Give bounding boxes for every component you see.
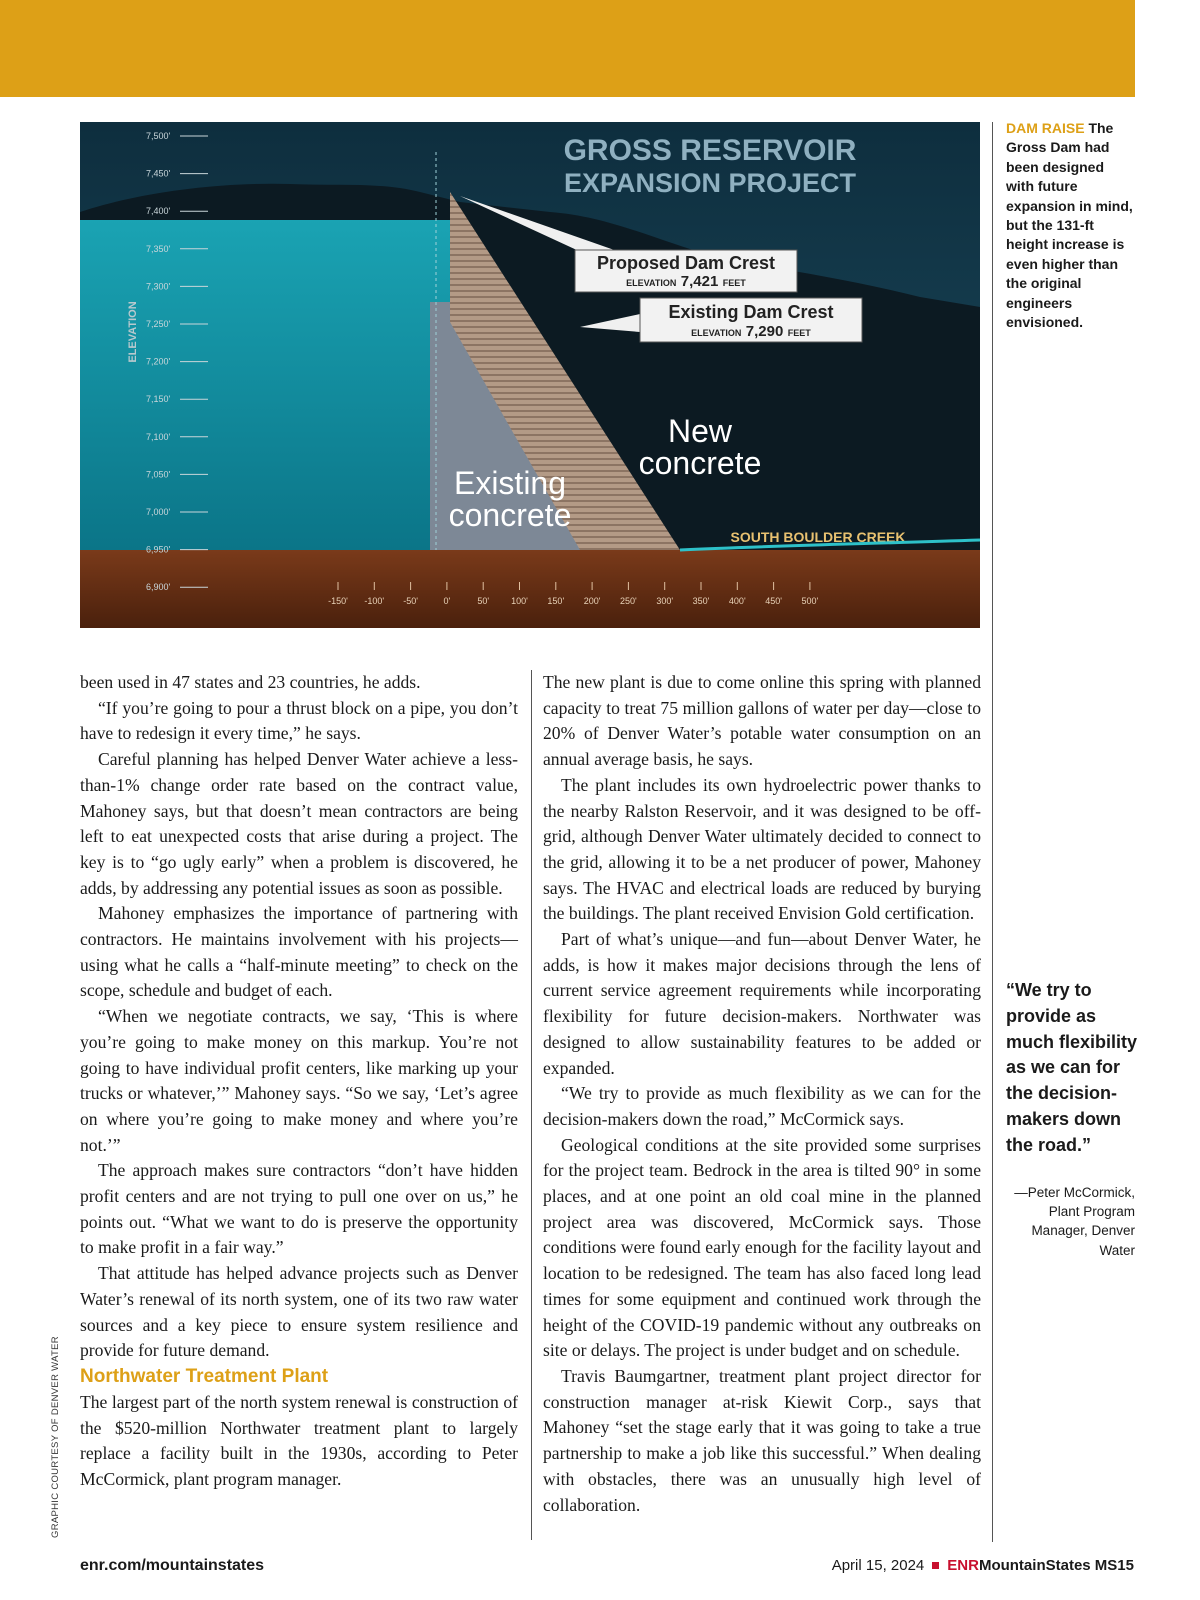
- x-tick-label: 100': [511, 596, 528, 606]
- x-tick-label: 400': [728, 596, 746, 606]
- existing-concrete-label-2: concrete: [448, 497, 572, 533]
- caption-text: The Gross Dam had been designed with future expansion in mind, but the 131-ft height increase is even higher than the original engineers envisioned.: [1006, 120, 1133, 331]
- existing-concrete-label-1: Existing: [453, 465, 567, 501]
- ground: [80, 550, 980, 628]
- body-paragraph: Geological conditions at the site provided some surprises for the project team. Bedrock in the area is tilted 90° in some places, and at one point an old coal mine in the planned project area was discovered, McCormick says. Those conditions were found early enough for the facility layout and location to be redesigned. The team has also faced long lead times for some equipment and continued work through the height of the COVID-19 pandemic without any outbreaks on site or delays. The project is under budget and on schedule.: [543, 1134, 981, 1361]
- y-tick-label: 7,050': [146, 469, 171, 480]
- section-subhead: Northwater Treatment Plant: [80, 1365, 329, 1387]
- body-paragraph: been used in 47 states and 23 countries, he adds.: [80, 672, 421, 692]
- body-paragraph: “We try to provide as much flexibility as we can for the decision-makers down the road,” McCormick says.: [543, 1083, 981, 1129]
- body-paragraph: Travis Baumgartner, treatment plant project director for construction manager at-risk Kiewit Corp., says that Mahoney “set the stage early that it was going to take a true partnership to make a job like this successful.” When dealing with obstacles, there was an unusually high level of collaboration.: [543, 1365, 981, 1515]
- body-paragraph: Mahoney emphasizes the importance of partnering with contractors. He maintains involvement with his projects—using what he calls a “half-minute meeting” to check on the scope, schedule and budget of each.: [80, 903, 518, 1001]
- body-paragraph: The approach makes sure contractors “don’t have hidden profit centers and are not trying to pull one over on us,” he points out. “What we want to do is preserve the opportunity to make profit in a fair way.”: [80, 1160, 518, 1258]
- body-paragraph: “If you’re going to pour a thrust block on a pipe, you don’t have to redesign it every time,” he says.: [80, 697, 518, 744]
- body-paragraph: The new plant is due to come online this spring with planned capacity to treat 75 million gallons of water per day—close to 20% of Denver Water’s potable water consumption on an annual average basis, he says.: [543, 672, 981, 770]
- y-tick-label: 7,150': [146, 394, 171, 405]
- pull-quote-attribution: —Peter McCormick, Plant Program Manager, Denver Water: [1014, 1185, 1135, 1258]
- proposed-crest-elevation: ELEVATION 7,421 FEET: [626, 273, 746, 290]
- elevation-axis-label: ELEVATION: [127, 301, 139, 363]
- caption-kicker: DAM RAISE: [1006, 120, 1085, 136]
- footer-enr: ENR: [947, 1557, 979, 1574]
- body-paragraph: That attitude has helped advance projects such as Denver Water’s renewal of its north system, one of its two raw water sources and a key piece to ensure system resilience and provide for future demand.: [80, 1263, 518, 1361]
- graphic-title-line2: EXPANSION PROJECT: [563, 168, 857, 198]
- footer-date: April 15, 2024: [831, 1557, 925, 1574]
- article-column-1: [80, 670, 518, 1493]
- x-tick-label: -50': [403, 596, 418, 606]
- y-tick-label: 7,450': [146, 168, 171, 179]
- x-tick-label: 300': [656, 596, 674, 606]
- reservoir-water: [80, 220, 452, 550]
- new-concrete-label-1: New: [667, 413, 733, 449]
- y-tick-label: 6,900': [146, 582, 171, 593]
- column-divider: [531, 670, 532, 1540]
- pull-quote: “We try to provide as much flexibility as we can for the decision-makers down the road.”: [1006, 980, 1138, 1155]
- x-tick-label: 450': [765, 596, 782, 606]
- y-tick-label: 7,200': [146, 356, 171, 367]
- graphic-caption: [1006, 119, 1134, 332]
- top-color-band: [0, 0, 1135, 97]
- y-tick-label: 7,400': [146, 206, 171, 217]
- y-tick-label: 6,950': [146, 544, 171, 555]
- y-tick-label: 7,300': [146, 281, 171, 292]
- x-tick-label: 500': [801, 596, 819, 606]
- footer-separator: [932, 1562, 939, 1569]
- y-tick-label: 7,350': [146, 243, 171, 254]
- x-tick-label: 200': [583, 596, 601, 606]
- x-tick-label: 50': [477, 596, 490, 606]
- body-paragraph: The plant includes its own hydroelectric power thanks to the nearby Ralston Reservoir, and it was designed to be off-grid, although Denver Water ultimately decided to connect to the grid, allowing it to be a net producer of power, Mahoney says. The HVAC and electrical loads are reduced by burying the buildings. The plant received Envision Gold certification.: [543, 774, 981, 924]
- x-tick-label: 350': [692, 596, 710, 606]
- x-tick-label: 150': [547, 596, 565, 606]
- x-tick-label: 250': [620, 596, 637, 606]
- dam-cross-section-svg: [80, 122, 980, 628]
- footer-folio: [832, 1557, 1134, 1574]
- photo-credit: GRAPHIC COURTESY OF DENVER WATER: [50, 1336, 61, 1538]
- creek-label: SOUTH BOULDER CREEK: [730, 529, 906, 545]
- body-paragraph: “When we negotiate contracts, we say, ‘This is where you’re going to make money on this markup. You’re not going to have individual profit centers, like marking up your trucks or whatever,’” Mahoney says. “So we say, ‘Let’s agree on where you’re going to make money and where you’re not.’”: [80, 1006, 518, 1155]
- y-tick-label: 7,000': [146, 507, 171, 517]
- footer-magazine: MountainStates: [978, 1557, 1091, 1574]
- graphic-title-line1: GROSS RESERVOIR: [563, 134, 857, 167]
- x-tick-label: -100': [364, 596, 385, 606]
- footer-page-number: MS15: [1090, 1557, 1134, 1574]
- existing-crest-title: Existing Dam Crest: [668, 302, 834, 322]
- x-tick-label: 0': [443, 596, 451, 606]
- sidebar-divider: [992, 122, 993, 1542]
- existing-crest-elevation: ELEVATION 7,290 FEET: [691, 323, 811, 340]
- footer-url[interactable]: enr.com/mountainstates: [80, 1557, 265, 1574]
- dam-expansion-graphic: [80, 122, 980, 628]
- y-tick-label: 7,250': [146, 319, 171, 329]
- body-paragraph: The largest part of the north system renewal is construction of the $520-million Northwater treatment plant to largely replace a facility built in the 1930s, according to Peter McCormick, plant program manager.: [80, 1391, 518, 1490]
- body-paragraph: Part of what’s unique—and fun—about Denver Water, he adds, is how it makes major decisions through the lens of current service agreement requirements while incorporating flexibility for future decision-makers. Northwater was designed to allow sustainability features to be added or expanded.: [543, 929, 981, 1078]
- y-tick-label: 7,100': [146, 431, 171, 442]
- proposed-crest-title: Proposed Dam Crest: [596, 253, 776, 273]
- y-tick-label: 7,500': [146, 131, 171, 141]
- body-paragraph: Careful planning has helped Denver Water achieve a less-than-1% change order rate based on the contract value, Mahoney says, but that doesn’t mean contractors are being left to eat unexpected costs that arise during a project. The key is to “go ugly early” when a problem is discovered, he adds, by addressing any potential issues as soon as possible.: [80, 749, 518, 898]
- new-concrete-label-2: concrete: [638, 445, 762, 481]
- x-tick-label: -150': [328, 596, 348, 606]
- article-column-2: [543, 670, 981, 1518]
